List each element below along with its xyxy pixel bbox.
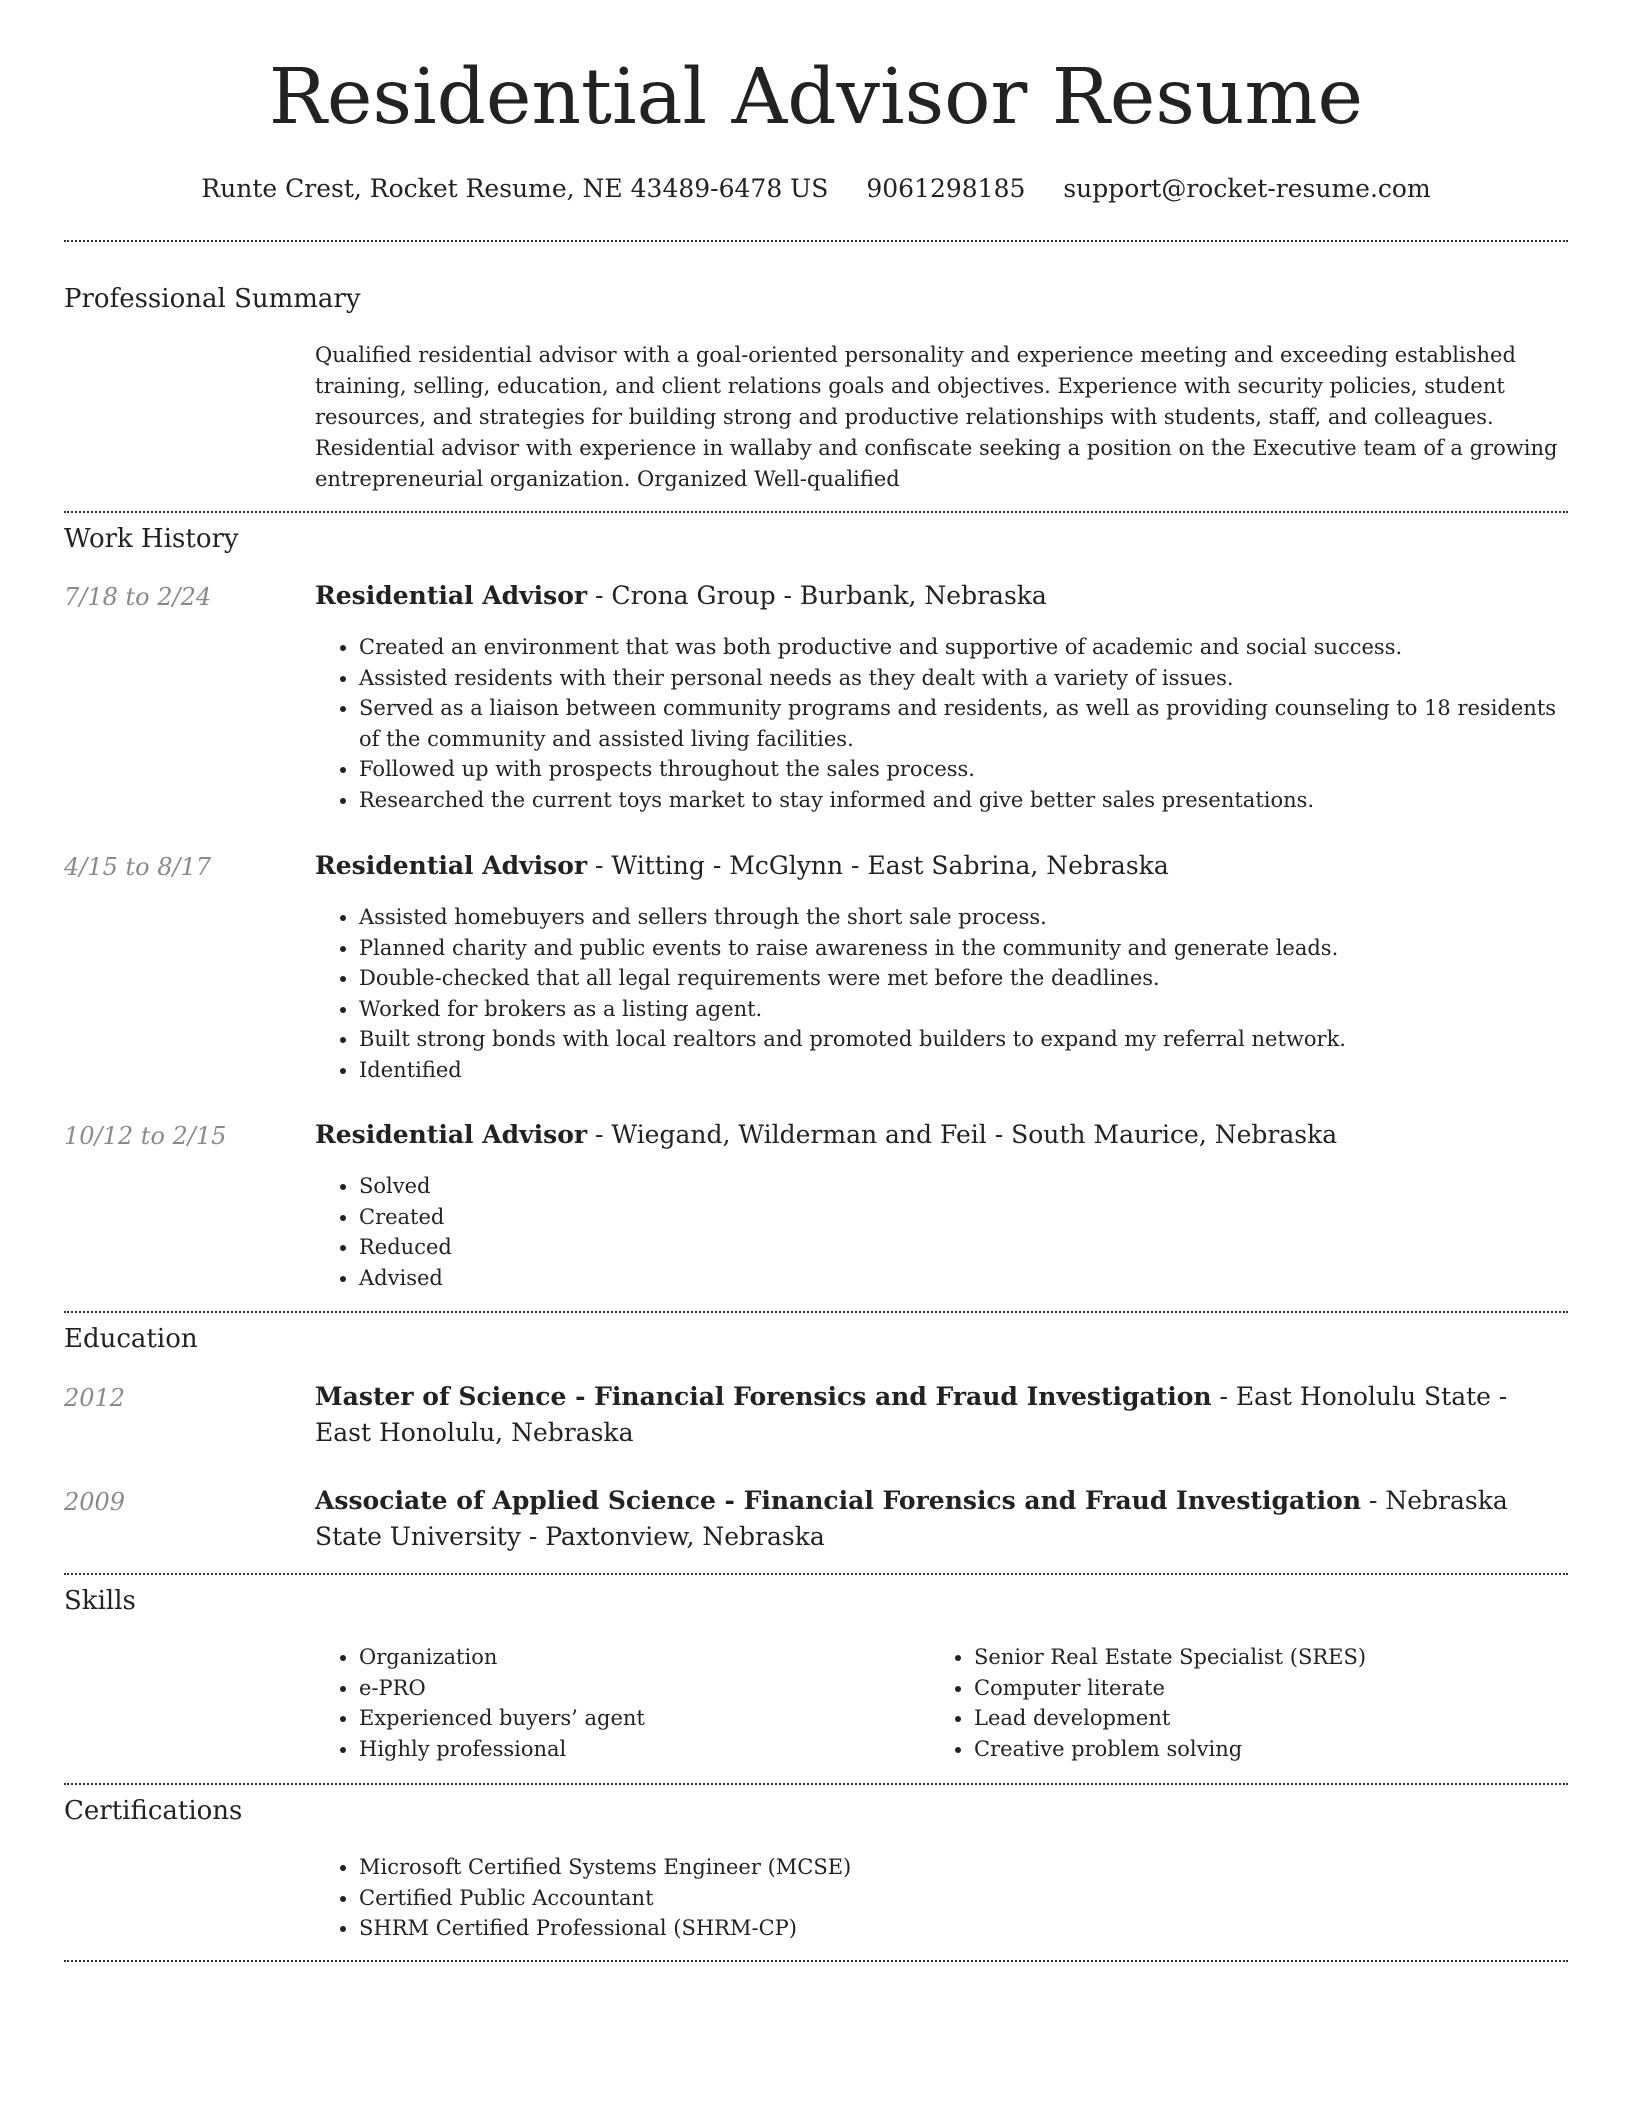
job-bullets — [315, 632, 1565, 815]
job-role: Residential Advisor — [315, 581, 588, 610]
job-dates: 10/12 to 2/15 — [64, 1122, 227, 1150]
job-dates: 4/15 to 8/17 — [64, 853, 212, 881]
list-item: • Highly professional — [359, 1734, 915, 1765]
list-item: • Solved — [359, 1171, 1565, 1202]
education-year: 2012 — [64, 1384, 126, 1412]
job-role: Residential Advisor — [315, 851, 588, 880]
list-item: • Organization — [359, 1642, 915, 1673]
divider — [64, 1311, 1568, 1313]
list-item: • Computer literate — [974, 1673, 1550, 1704]
contact-line — [0, 172, 1632, 206]
education-entry — [315, 1379, 1570, 1451]
job-heading — [315, 848, 1565, 884]
list-item: • Followed up with prospects throughout the sales process. — [359, 754, 1565, 785]
job-bullets — [315, 1171, 1565, 1293]
education-degree: Master of Science - Financial Forensics and Fraud Investigation — [315, 1382, 1212, 1411]
list-item: • Lead development — [974, 1703, 1550, 1734]
job-employer: - Crona Group - Burbank, Nebraska — [587, 581, 1047, 610]
list-item: • Certified Public Accountant — [359, 1883, 1565, 1914]
education-school: - Nebraska State University - Paxtonview, Nebraska — [315, 1486, 1508, 1551]
list-item: • Double-checked that all legal requirements were met before the deadlines. — [359, 963, 1565, 994]
education-heading: Education — [64, 1324, 198, 1354]
list-item: • Assisted residents with their personal needs as they dealt with a variety of issues. — [359, 663, 1565, 694]
list-item: • Worked for brokers as a listing agent. — [359, 994, 1565, 1025]
list-item: • Researched the current toys market to stay informed and give better sales presentations. — [359, 785, 1565, 816]
skills-list-right — [930, 1642, 1550, 1764]
list-item: • Created — [359, 1202, 1565, 1233]
education-school: - East Honolulu State - East Honolulu, Nebraska — [315, 1382, 1508, 1447]
contact-phone: 9061298185 — [866, 174, 1026, 203]
job-bullets — [315, 902, 1565, 1085]
list-item: • Advised — [359, 1263, 1565, 1294]
list-item: • Senior Real Estate Specialist (SRES) — [974, 1642, 1550, 1673]
list-item: • Creative problem solving — [974, 1734, 1550, 1765]
education-year: 2009 — [64, 1488, 126, 1516]
education-entry — [315, 1483, 1570, 1555]
job-dates: 7/18 to 2/24 — [64, 583, 212, 611]
job-role: Residential Advisor — [315, 1120, 588, 1149]
list-item: • e-PRO — [359, 1673, 915, 1704]
job-heading — [315, 578, 1565, 614]
list-item: • Assisted homebuyers and sellers through the short sale process. — [359, 902, 1565, 933]
list-item: • Identified — [359, 1055, 1565, 1086]
summary-heading: Professional Summary — [64, 284, 361, 314]
list-item: • Planned charity and public events to raise awareness in the community and generate leads. — [359, 933, 1565, 964]
list-item: • SHRM Certified Professional (SHRM-CP) — [359, 1913, 1565, 1944]
contact-email: support@rocket-resume.com — [1063, 174, 1431, 203]
divider — [64, 1960, 1568, 1962]
resume-title: Residential Advisor Resume — [268, 53, 1364, 142]
list-item: • Reduced — [359, 1232, 1565, 1263]
list-item: • Experienced buyers’ agent — [359, 1703, 915, 1734]
list-item: • Created an environment that was both productive and supportive of academic and social success. — [359, 632, 1565, 663]
job-heading — [315, 1117, 1565, 1153]
skills-heading: Skills — [64, 1586, 136, 1616]
divider — [64, 1783, 1568, 1785]
skills-list-left — [315, 1642, 915, 1764]
certifications-list — [315, 1852, 1565, 1944]
list-item: • Microsoft Certified Systems Engineer (MCSE) — [359, 1852, 1565, 1883]
job-employer: - Witting - McGlynn - East Sabrina, Nebraska — [587, 851, 1169, 880]
divider — [64, 240, 1568, 242]
contact-address: Runte Crest, Rocket Resume, NE 43489-6478 US — [201, 174, 829, 203]
certifications-heading: Certifications — [64, 1796, 243, 1826]
divider — [64, 1573, 1568, 1575]
list-item: • Built strong bonds with local realtors and promoted builders to expand my referral network. — [359, 1024, 1565, 1055]
summary-text: Qualified residential advisor with a goal-oriented personality and experience meeting and exceeding established training, selling, education, and client relations goals and objectives. Experience with security policies, student resources, and strategies for building strong and productive relationships with students, staff, and colleagues. Residential advisor with experience in wallaby and confiscate seeking a position on the Executive team of a growing entrepreneurial organization. Organized Well-qualified — [315, 343, 1558, 491]
work-heading: Work History — [64, 524, 239, 554]
education-degree: Associate of Applied Science - Financial Forensics and Fraud Investigation — [315, 1486, 1362, 1515]
list-item: • Served as a liaison between community programs and residents, as well as providing counseling to 18 residents of the community and assisted living facilities. — [359, 693, 1565, 754]
job-employer: - Wiegand, Wilderman and Feil - South Maurice, Nebraska — [587, 1120, 1338, 1149]
divider — [64, 511, 1568, 513]
